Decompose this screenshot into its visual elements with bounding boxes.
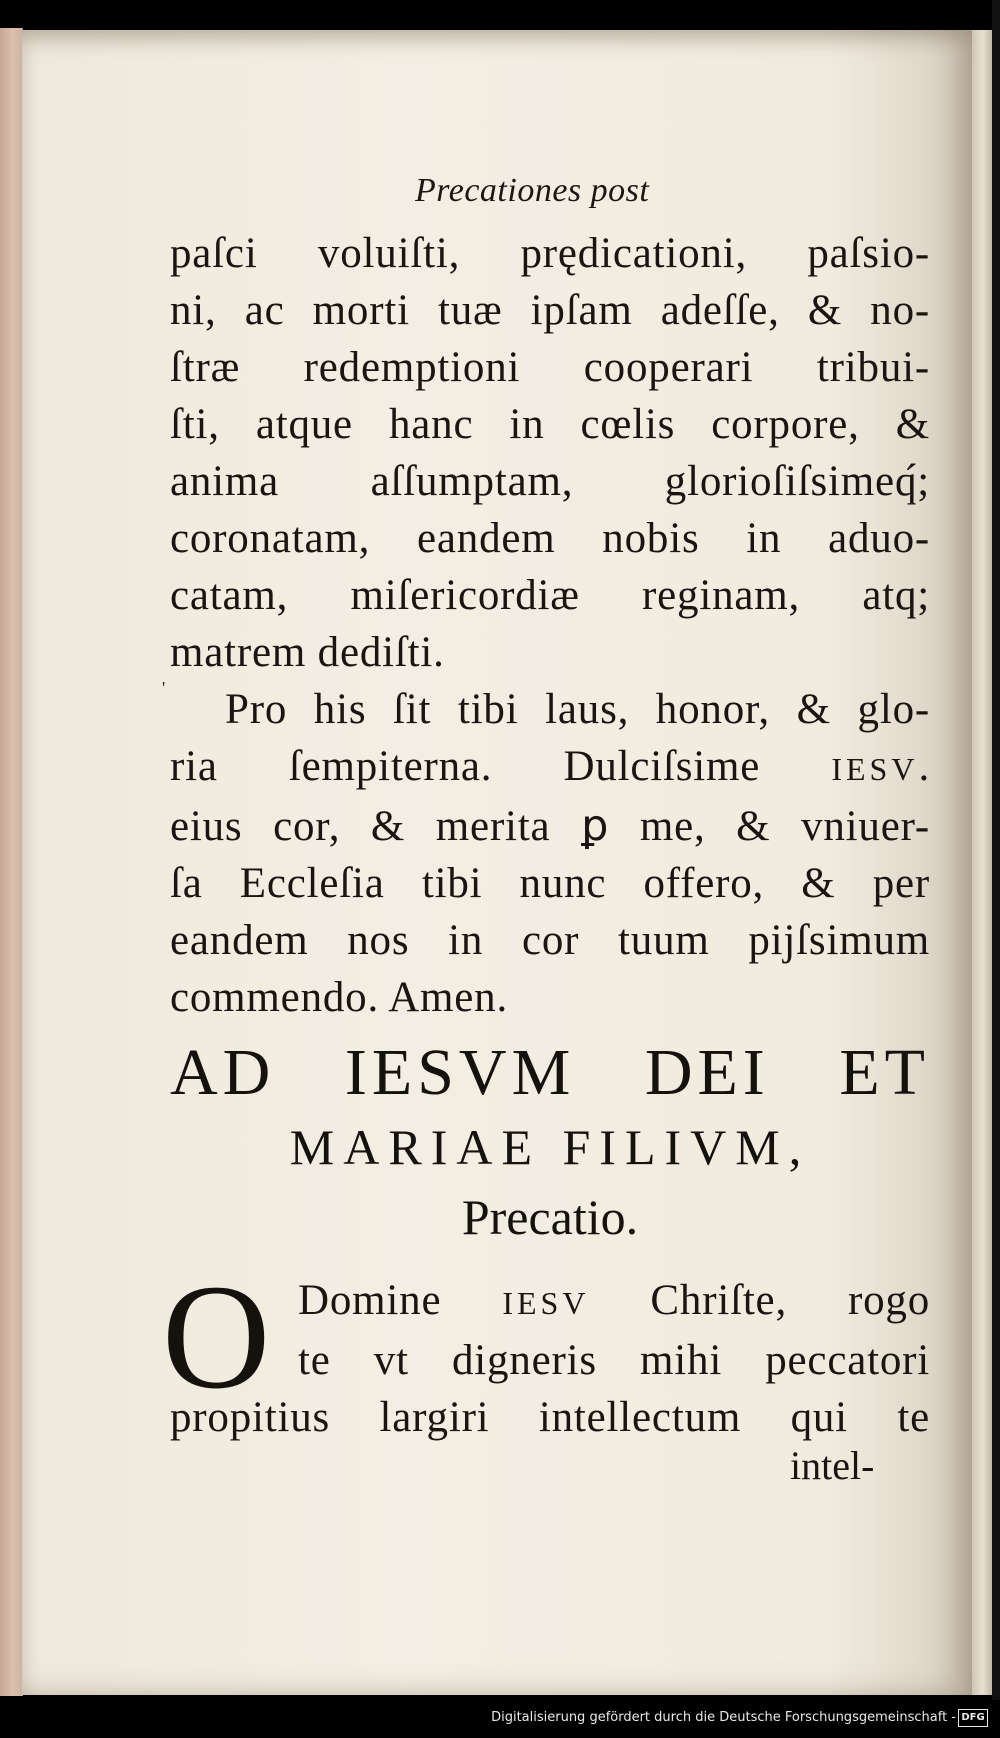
text-line: propitius largiri intellectum qui te — [170, 1394, 930, 1441]
text-segment: . — [918, 743, 930, 790]
text-line — [170, 738, 930, 798]
text-line: ni, ac morti tuæ ipſam adeſſe, & no- — [170, 287, 930, 334]
text-line: ſtræ redemptioni cooperari tribui- — [170, 344, 930, 391]
text-segment: Domine — [298, 1277, 503, 1324]
catchword: intel- — [790, 1443, 875, 1488]
binding-strip — [992, 0, 1000, 1738]
funding-credit: Digitalisierung gefördert durch die Deutsche Forschungsgemeinschaft - — [491, 1710, 956, 1725]
section-label: Precatio. — [461, 1189, 639, 1245]
text-line: commendo. Amen. — [170, 974, 509, 1021]
text-line: catam, miſericordiæ reginam, atq; — [170, 572, 930, 619]
dfg-logo: DFG — [958, 1709, 988, 1727]
text-line — [170, 1272, 930, 1332]
text-line: ſa Eccleſia tibi nunc offero, & per — [170, 860, 930, 907]
small-caps-name: IESV — [831, 751, 919, 787]
paragraph-first-line: Pro his ſit tibi laus, honor, & glo- — [225, 686, 930, 733]
text-line: te vt digneris mihi peccatori — [298, 1337, 930, 1384]
text-segment: ria ſempiterna. Dulciſsime — [170, 743, 832, 790]
text-line: paſci voluiſti, prędicationi, paſsio- — [170, 230, 930, 277]
footer-bar — [0, 1700, 1000, 1738]
drop-cap-initial: O — [162, 1254, 271, 1420]
text-line: anima aſſumptam, glorioſiſsimeq́; — [170, 458, 930, 505]
text-line: eandem nos in cor tuum pijſsimum — [170, 917, 930, 964]
text-line: ſti, atque hanc in cœlis corpore, & — [170, 401, 930, 448]
text-line: matrem dediſti. — [170, 629, 445, 676]
text-line: coronatam, eandem nobis in aduo- — [170, 515, 930, 562]
section-subheading: MARIAE FILIVM, — [289, 1119, 811, 1175]
prayer-text — [170, 1272, 930, 1446]
stray-mark: ' — [162, 678, 166, 698]
section-heading: AD IESVM DEI ET — [170, 1036, 930, 1109]
text-segment: Chriſte, rogo — [589, 1277, 930, 1324]
left-page-edge — [0, 28, 23, 1696]
text-line: eius cor, & merita ꝑ me, & vniuer- — [170, 803, 930, 850]
running-title: Precationes post — [415, 172, 650, 209]
right-page-edge — [972, 30, 994, 1695]
small-caps-name: IESV — [502, 1285, 590, 1321]
body-text — [170, 225, 930, 1026]
